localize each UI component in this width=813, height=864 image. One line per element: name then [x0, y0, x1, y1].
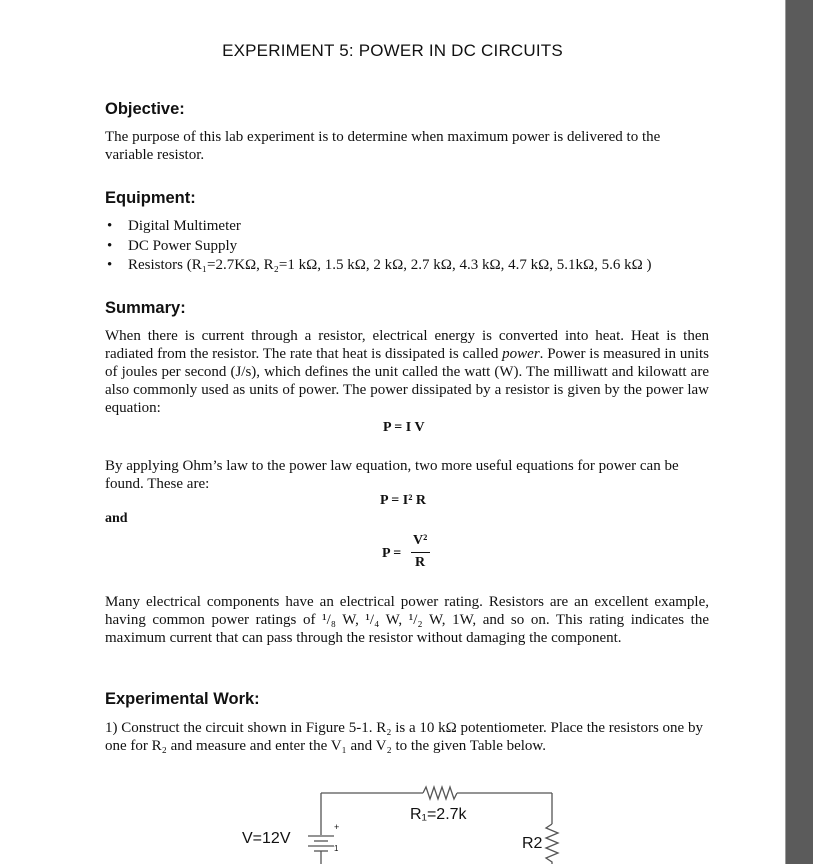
fraction-bar: [411, 552, 430, 553]
equipment-list: [105, 217, 652, 276]
equation-power-i2r: P = I² R: [380, 493, 427, 508]
page-edge-divider: [785, 0, 786, 864]
summary-paragraph-1: When there is current through a resistor, electrical energy is converted into heat. Heat is then radiated from the resistor. The rate that heat is dissipated is called power. Power is measured in units of joules per second (J/s), which defines the unit called the watt (W). The milliwatt and kilowatt are also commonly used as units of power. The power dissipated by a resistor is given by the power law equation:: [105, 328, 709, 416]
equation-power-v2r: [382, 533, 442, 577]
summary-paragraph-2: By applying Ohm’s law to the power law equation, two more useful equations for power can be found. These are:: [105, 458, 679, 492]
battery-plus-sign: +: [334, 822, 340, 832]
objective-text: The purpose of this lab experiment is to determine when maximum power is delivered to the variable resistor.: [105, 129, 661, 163]
fraction-numerator: V²: [413, 533, 428, 548]
resistor-r1-label: R₁=2.7k: [410, 806, 467, 823]
summary-heading: Summary:: [105, 299, 186, 317]
list-item: • DC Power Supply: [105, 237, 652, 257]
source-voltage-label: V=12V: [242, 830, 291, 847]
summary-paragraph-3: Many electrical components have an electrical power rating. Resistors are an excellent example, having common power ratings of ¹/₈ W, ¹/₄ W, ¹/₂ W, 1W, and so on. This rating indicates the maximum current that can pass through the resistor without damaging the component.: [105, 594, 709, 646]
and-label: and: [105, 511, 128, 526]
experimental-heading: Experimental Work:: [105, 690, 260, 708]
list-item: • Digital Multimeter: [105, 217, 652, 237]
resistor-r2-label: R2: [522, 835, 543, 852]
experimental-text: 1) Construct the circuit shown in Figure 5-1. R₂ is a 10 kΩ potentiometer. Place the resistors one by one for R₂ and measure and enter the V₁ and V₂ to the given Table below.: [105, 720, 703, 754]
fraction-denominator: R: [415, 555, 426, 570]
fraction-lhs: P =: [382, 546, 402, 561]
equation-power-iv: P = I V: [383, 420, 425, 435]
equipment-heading: Equipment:: [105, 189, 196, 207]
resistor-r1-symbol: [423, 787, 457, 799]
emphasis-power: power: [502, 346, 540, 362]
scrollbar-track[interactable]: [785, 0, 813, 864]
resistor-r2-symbol: [546, 824, 558, 864]
page-title: EXPERIMENT 5: POWER IN DC CIRCUITS: [222, 41, 563, 60]
objective-heading: Objective:: [105, 100, 185, 118]
battery-minus-sign: 1: [334, 844, 339, 853]
circuit-diagram: [230, 780, 590, 864]
list-item: • Resistors (R₁=2.7KΩ, R₂=1 kΩ, 1.5 kΩ, 2 kΩ, 2.7 kΩ, 4.3 kΩ, 4.7 kΩ, 5.1kΩ, 5.6 kΩ ): [105, 256, 652, 276]
